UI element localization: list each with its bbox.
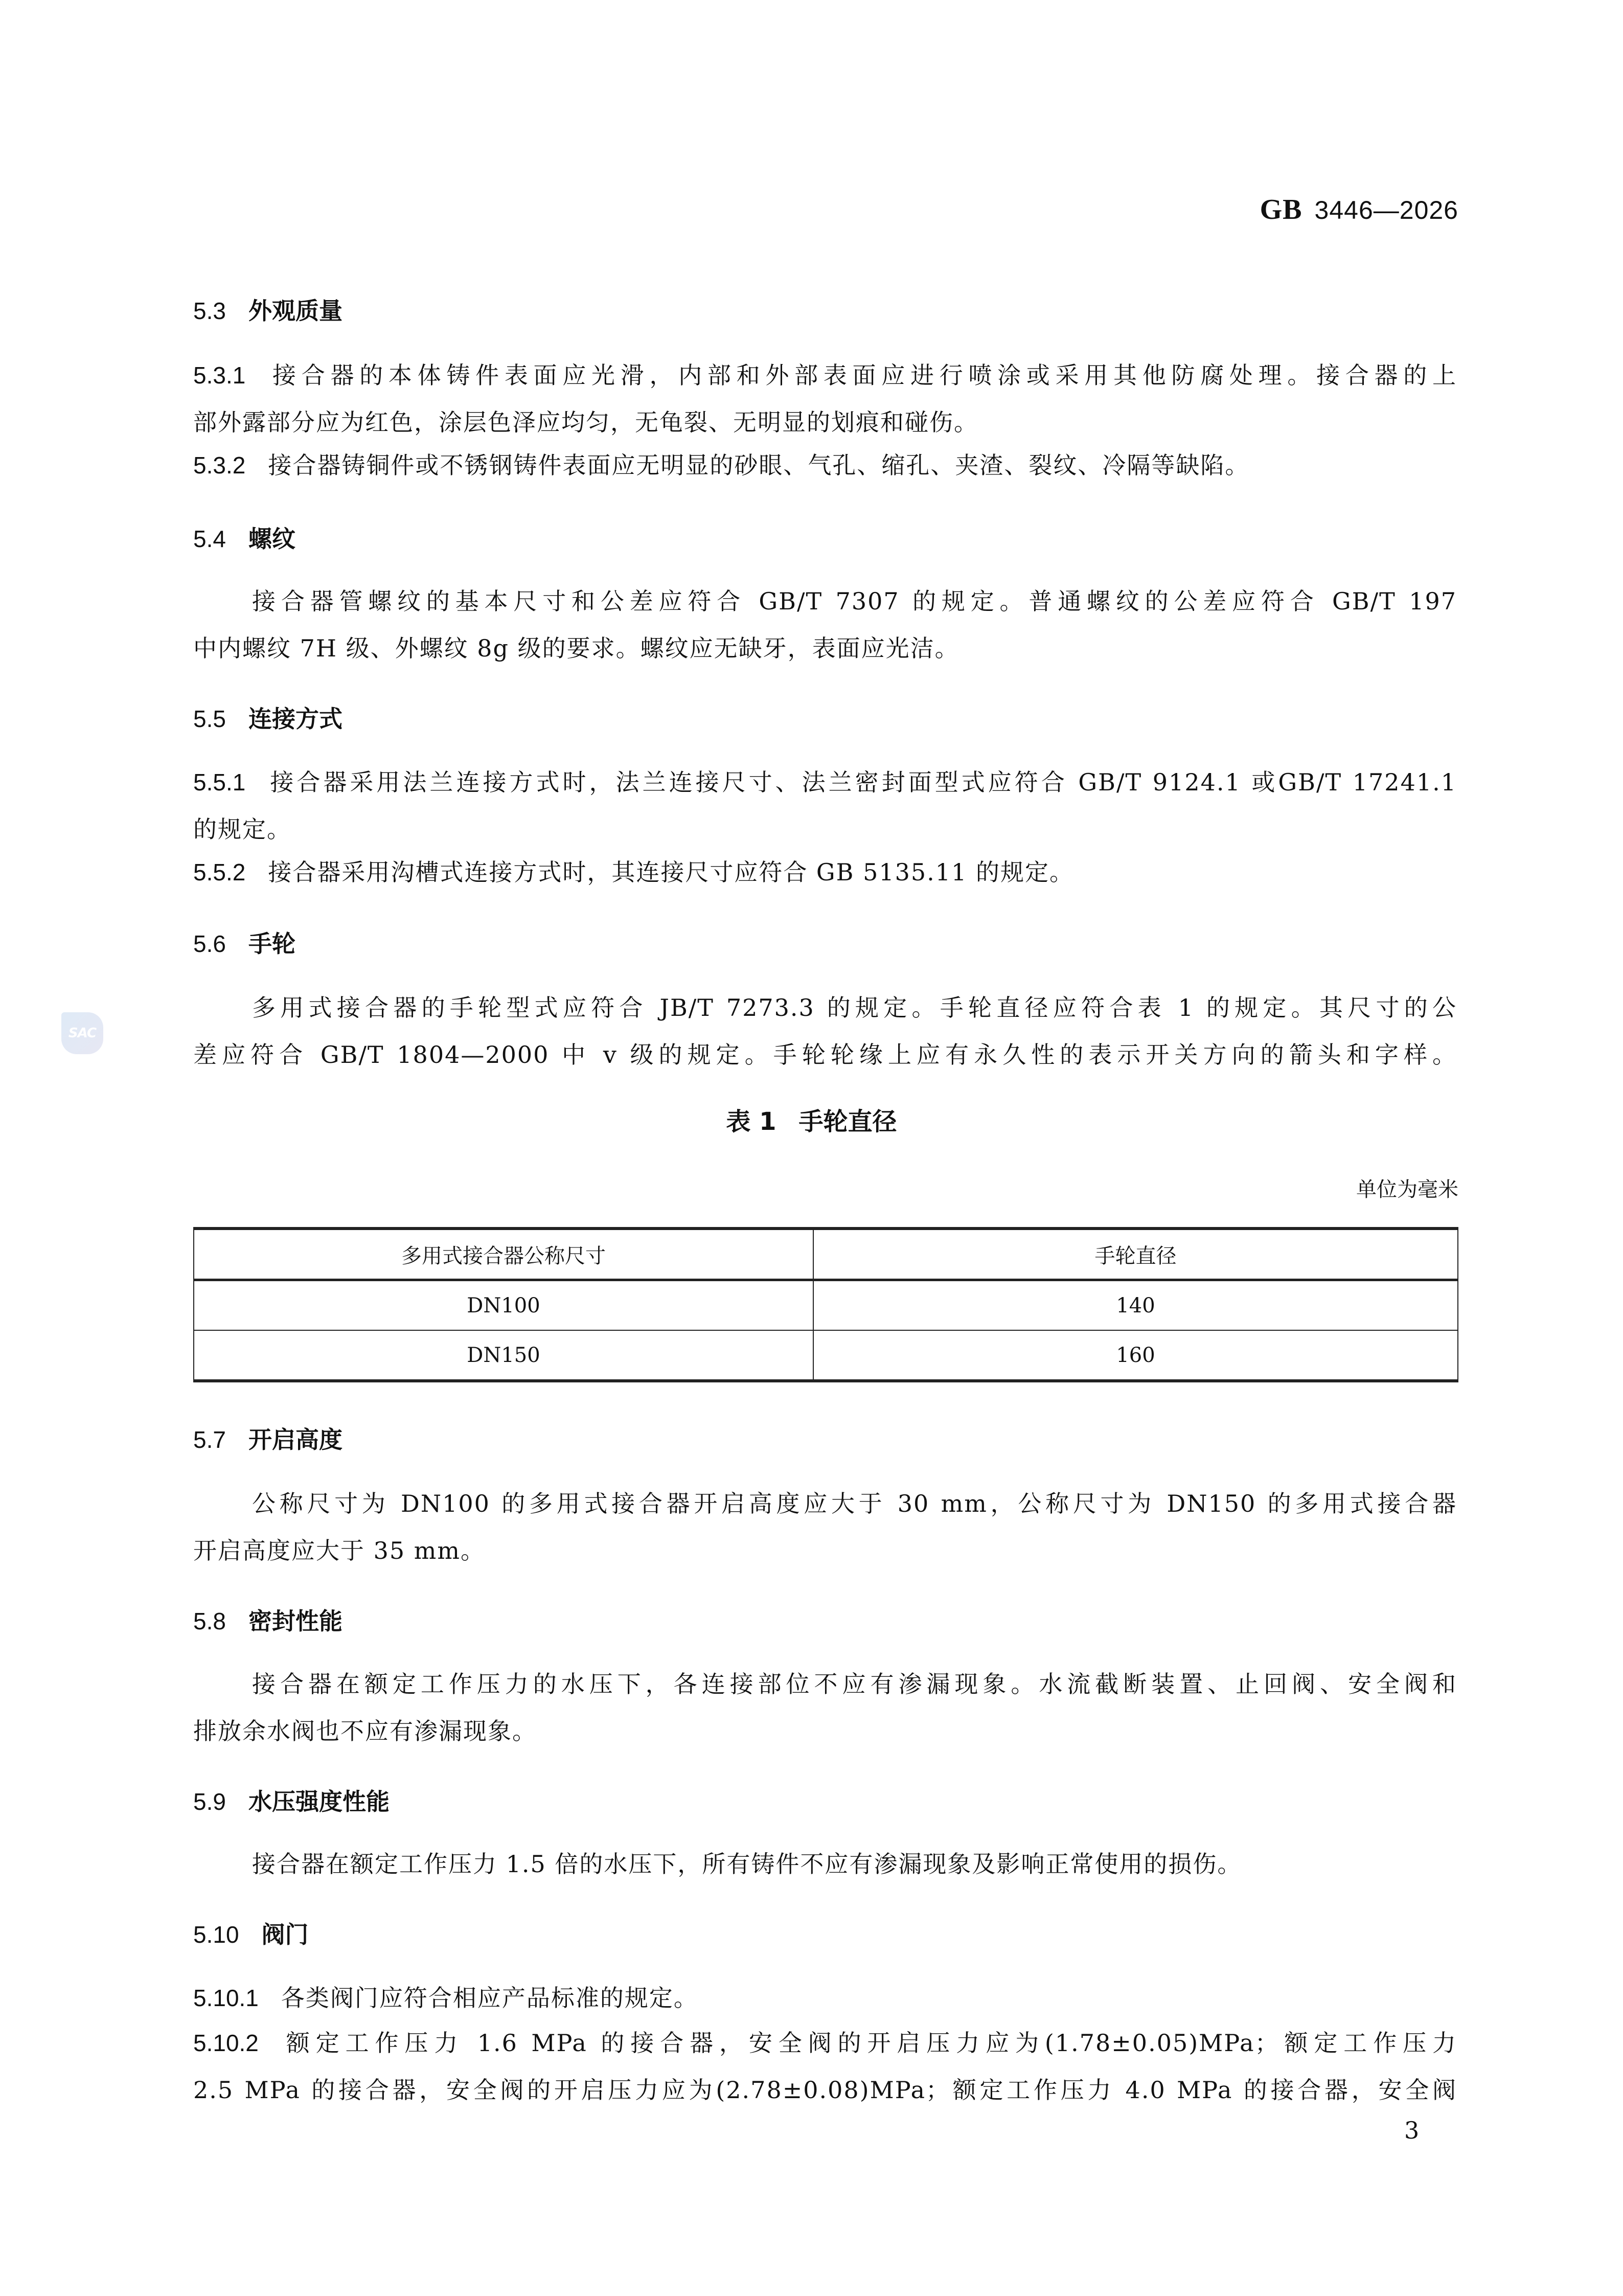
table-title: 手轮直径: [798, 1107, 897, 1136]
clause-5-10-1: 5.10.1 各类阀门应符合相应产品标准的规定。: [193, 1984, 698, 2012]
paragraph-5-7: 公称尺寸为 DN100 的多用式接合器开启高度应大于 30 mm，公称尺寸为 DN150 的多用式接合器 开启高度应大于 35 mm。: [193, 1490, 1457, 1564]
clause-5-3-1: 5.3.1 接合器的本体铸件表面应光滑，内部和外部表面应进行喷涂或采用其他防腐处理。接合器的上 部外露部分应为红色，涂层色泽应均匀，无龟裂、无明显的划痕和碰伤。: [193, 361, 1457, 436]
section-heading-5-8: 5.8 密封性能: [193, 1607, 342, 1635]
paragraph-5-8: 接合器在额定工作压力的水压下，各连接部位不应有渗漏现象。水流截断装置、止回阀、安全阀和 排放余水阀也不应有渗漏现象。: [193, 1670, 1457, 1745]
paragraph-5-9: 接合器在额定工作压力 1.5 倍的水压下，所有铸件不应有渗漏现象及影响正常使用的损伤。: [252, 1850, 1242, 1878]
standard-number: 3446—2026: [1314, 196, 1458, 224]
column-header-handwheel-diameter: 手轮直径: [813, 1229, 1458, 1280]
table-number: 表 1: [726, 1107, 776, 1136]
clause-number: 5.10.1: [193, 1985, 259, 2011]
paragraph-5-6: 多用式接合器的手轮型式应符合 JB/T 7273.3 的规定。手轮直径应符合表 1 的规定。其尺寸的公 差应符合 GB/T 1804—2000 中 v 级的规定。手轮轮缘上应有永久性的表示开关方向的箭头和字样。: [193, 994, 1457, 1069]
cell-handwheel-diameter: 140: [813, 1280, 1458, 1331]
section-heading-5-7: 5.7 开启高度: [193, 1426, 342, 1453]
table-header-row: [194, 1229, 1458, 1280]
section-heading-5-6: 5.6 手轮: [193, 930, 295, 958]
standard-code-header: [1260, 193, 1458, 226]
table-unit-note: 单位为毫米: [1356, 1178, 1458, 1201]
clause-number: 5.3.1: [193, 362, 246, 389]
clause-5-5-2: 5.5.2 接合器采用沟槽式连接方式时，其连接尺寸应符合 GB 5135.11 的规定。: [193, 858, 1074, 886]
clause-number: 5.5.1: [193, 769, 246, 795]
table-caption: [0, 1102, 1623, 1137]
clause-number: 5.10.2: [193, 2030, 259, 2056]
clause-number: 5.3.2: [193, 452, 246, 479]
sac-logo-icon: SAC: [61, 1012, 103, 1054]
clause-5-3-2: 5.3.2 接合器铸铜件或不锈钢铸件表面应无明显的砂眼、气孔、缩孔、夹渣、裂纹、冷隔等缺陷。: [193, 451, 1250, 479]
paragraph-5-4: 接合器管螺纹的基本尺寸和公差应符合 GB/T 7307 的规定。普通螺纹的公差应符合 GB/T 197 中内螺纹 7H 级、外螺纹 8g 级的要求。螺纹应无缺牙，表面应光洁。: [193, 587, 1457, 662]
clause-number: 5.5.2: [193, 859, 246, 885]
column-header-nominal-size: 多用式接合器公称尺寸: [194, 1229, 813, 1280]
table-row: [194, 1280, 1458, 1331]
cell-handwheel-diameter: 160: [813, 1330, 1458, 1381]
section-heading-5-3: 5.3 外观质量: [193, 297, 342, 325]
cell-nominal-size: DN150: [194, 1330, 813, 1381]
section-heading-5-4: 5.4 螺纹: [193, 525, 295, 553]
section-heading-5-5: 5.5 连接方式: [193, 705, 342, 733]
clause-5-10-2: 5.10.2 额定工作压力 1.6 MPa 的接合器，安全阀的开启压力应为(1.78±0.05)MPa；额定工作压力 2.5 MPa 的接合器，安全阀的开启压力应为(2.78±0.08)MPa；额定工作压力 4.0 MPa 的接合器，安全阀: [193, 2029, 1457, 2104]
handwheel-diameter-table: [193, 1227, 1458, 1382]
section-heading-5-9: 5.9 水压强度性能: [193, 1788, 390, 1815]
page-number: 3: [1404, 2117, 1420, 2144]
section-heading-5-10: 5.10 阀门: [193, 1921, 309, 1948]
clause-5-5-1: 5.5.1 接合器采用法兰连接方式时，法兰连接尺寸、法兰密封面型式应符合 GB/T 9124.1 或GB/T 17241.1 的规定。: [193, 768, 1457, 843]
cell-nominal-size: DN100: [194, 1280, 813, 1331]
standard-prefix: GB: [1260, 194, 1302, 225]
table-row: [194, 1330, 1458, 1381]
